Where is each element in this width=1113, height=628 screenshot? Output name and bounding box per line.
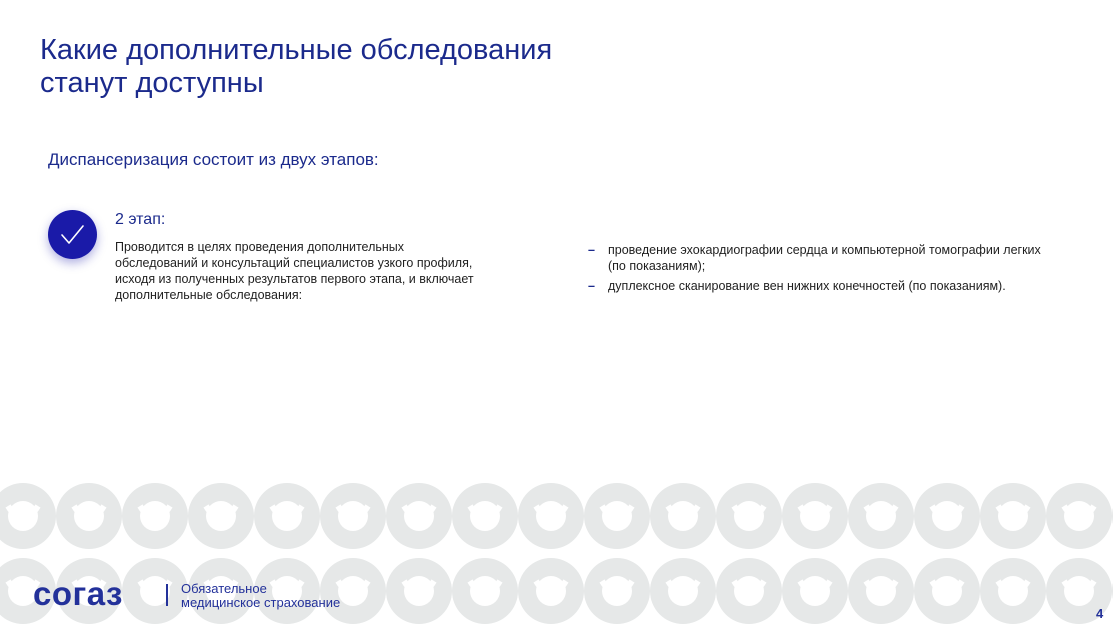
company-logo: согаз <box>33 575 123 612</box>
check-icon <box>48 210 97 259</box>
logo-tagline <box>181 582 340 610</box>
page-title <box>40 34 740 100</box>
dash-bullet-icon: – <box>588 279 595 293</box>
page-title-line-1: Какие дополнительные обследования <box>40 34 553 66</box>
list-item <box>588 242 1058 274</box>
logo-tagline-line-1: Обязательное <box>181 581 267 596</box>
exam-list <box>588 242 1058 298</box>
logo-tagline-line-2: медицинское страхование <box>181 595 341 610</box>
list-item-text: проведение эхокардиографии сердца и компьютерной томографии легких (по показаниям); <box>608 243 1041 273</box>
stage-description: Проводится в целях проведения дополнительных обследований и консультаций специалистов узкого профиля, исходя из полученных результатов первого этапа, и включает дополнительные обследования: <box>115 240 474 302</box>
section-subtitle: Диспансеризация состоит из двух этапов: <box>48 150 379 169</box>
stage-title: 2 этап: <box>115 211 166 228</box>
page-number: 4 <box>1096 606 1104 621</box>
dash-bullet-icon: – <box>588 243 595 257</box>
list-item <box>588 278 1058 294</box>
logo-divider <box>166 584 168 606</box>
list-item-text: дуплексное сканирование вен нижних конечностей (по показаниям). <box>608 279 1006 293</box>
page-title-line-2: станут доступны <box>40 67 264 99</box>
